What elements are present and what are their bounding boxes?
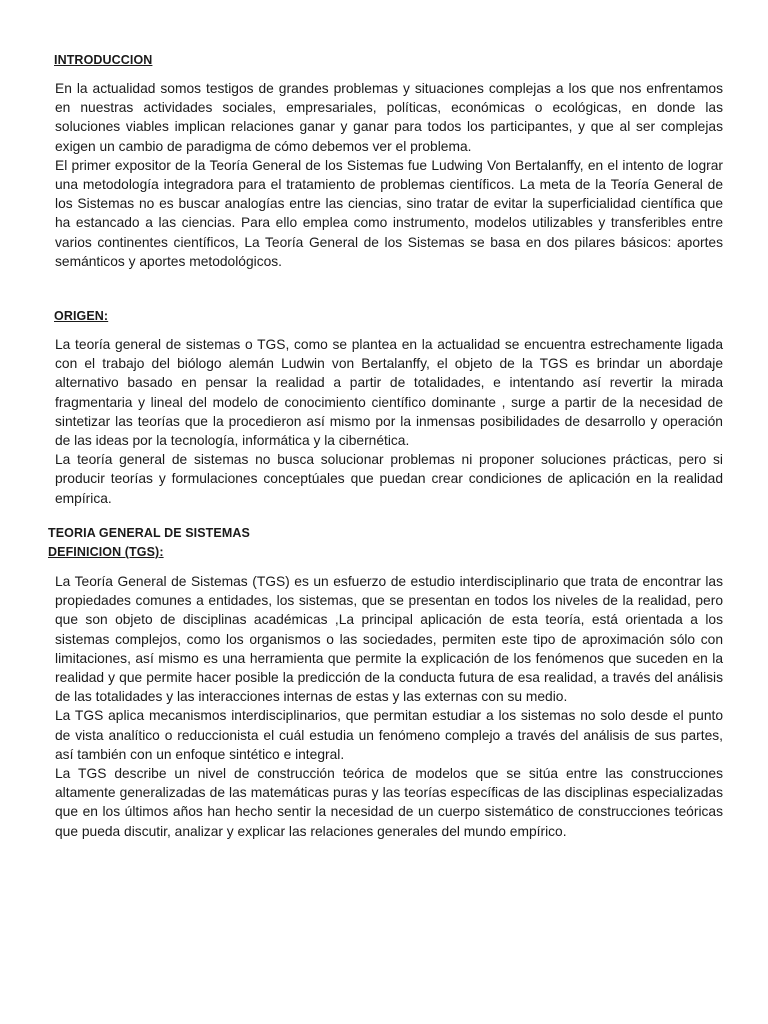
section-title-origen: ORIGEN: [54,309,109,323]
paragraph: El primer expositor de la Teoría General de los Sistemas fue Ludwing Von Bertalanffy, en el intento de lograr una metodología integradora para el tratamiento de problemas científicos. La meta de la Teoría General de los Sistemas no es buscar analogías entre las ciencias, sino tratar de evitar la superficialidad científica que ha estancado a las ciencias. Para ello emplea como instrumento, modelos utilizables y transferibles entre varios continentes científicos, La Teoría General de los Sistemas se basa en dos pilares básicos: aportes semánticos y aportes metodológicos. [55,157,723,269]
section-body-tgs [55,572,723,841]
paragraph: La TGS describe un nivel de construcción teórica de modelos que se sitúa entre las construcciones altamente generalizadas de las matemáticas puras y las teorías específicas de las disciplinas especializadas que en los últimos años han hecho sentir la necesidad de un cuerpo sistemático de construcciones teóricas que pueda discutir, analizar y explicar las relaciones generales del mundo empírico. [55,766,723,839]
section-subtitle-definicion: DEFINICION (TGS): [48,545,164,559]
paragraph: La Teoría General de Sistemas (TGS) es un esfuerzo de estudio interdisciplinario que trata de encontrar las propiedades comunes a entidades, los sistemas, que se presentan en todos los niveles de la realidad, pero que son objeto de disciplinas académicas ,La principal aplicación de esta teoría, está orientada a los sistemas complejos, como los organismos o las sociedades, permiten este tipo de aproximación sólo con limitaciones, así mismo es una herramienta que permite la explicación de los fenómenos que suceden en la realidad y que permite hacer posible la predicción de la conducta futura de esa realidad, a través del análisis de las totalidades y las interacciones internas de estas y las externas con su medio. [55,574,723,705]
paragraph: En la actualidad somos testigos de grandes problemas y situaciones complejas a los que nos enfrentamos en nuestras actividades sociales, empresariales, políticas, económicas o ecológicas, en donde las soluciones viables implican relaciones ganar y ganar para todos los participantes, y que al ser complejas exigen un cambio de paradigma de cómo debemos ver el problema. [55,81,723,154]
paragraph: La TGS aplica mecanismos interdisciplinarios, que permitan estudiar a los sistemas no solo desde el punto de vista analítico o reduccionista el cuál estudia un fenómeno complejo a través del análisis de sus partes, así también con un enfoque sintético e integral. [55,708,723,762]
section-title-tgs: TEORIA GENERAL DE SISTEMAS [48,526,250,540]
paragraph: La teoría general de sistemas no busca solucionar problemas ni proponer soluciones prácticas, pero si producir teorías y formulaciones conceptúales que puedan crear condiciones de aplicación en la realidad empírica. [55,452,723,506]
paragraph: La teoría general de sistemas o TGS, como se plantea en la actualidad se encuentra estrechamente ligada con el trabajo del biólogo alemán Ludwin von Bertalanffy, el objeto de la TGS es brindar un abordaje alternativo basado en pensar la realidad a partir de totalidades, e intentando así revertir la mirada fragmentaria y lineal del modelo de conocimiento científico dominante , surge a partir de la necesidad de sintetizar las teorías que la procedieron así mismo por la inmensas posibilidades de desarrollo y operación de las ideas por la tecnología, informática y la cibernética. [55,337,723,449]
section-title-introduccion: INTRODUCCION [54,53,153,67]
section-body-introduccion [55,79,723,271]
section-body-origen [55,335,723,508]
